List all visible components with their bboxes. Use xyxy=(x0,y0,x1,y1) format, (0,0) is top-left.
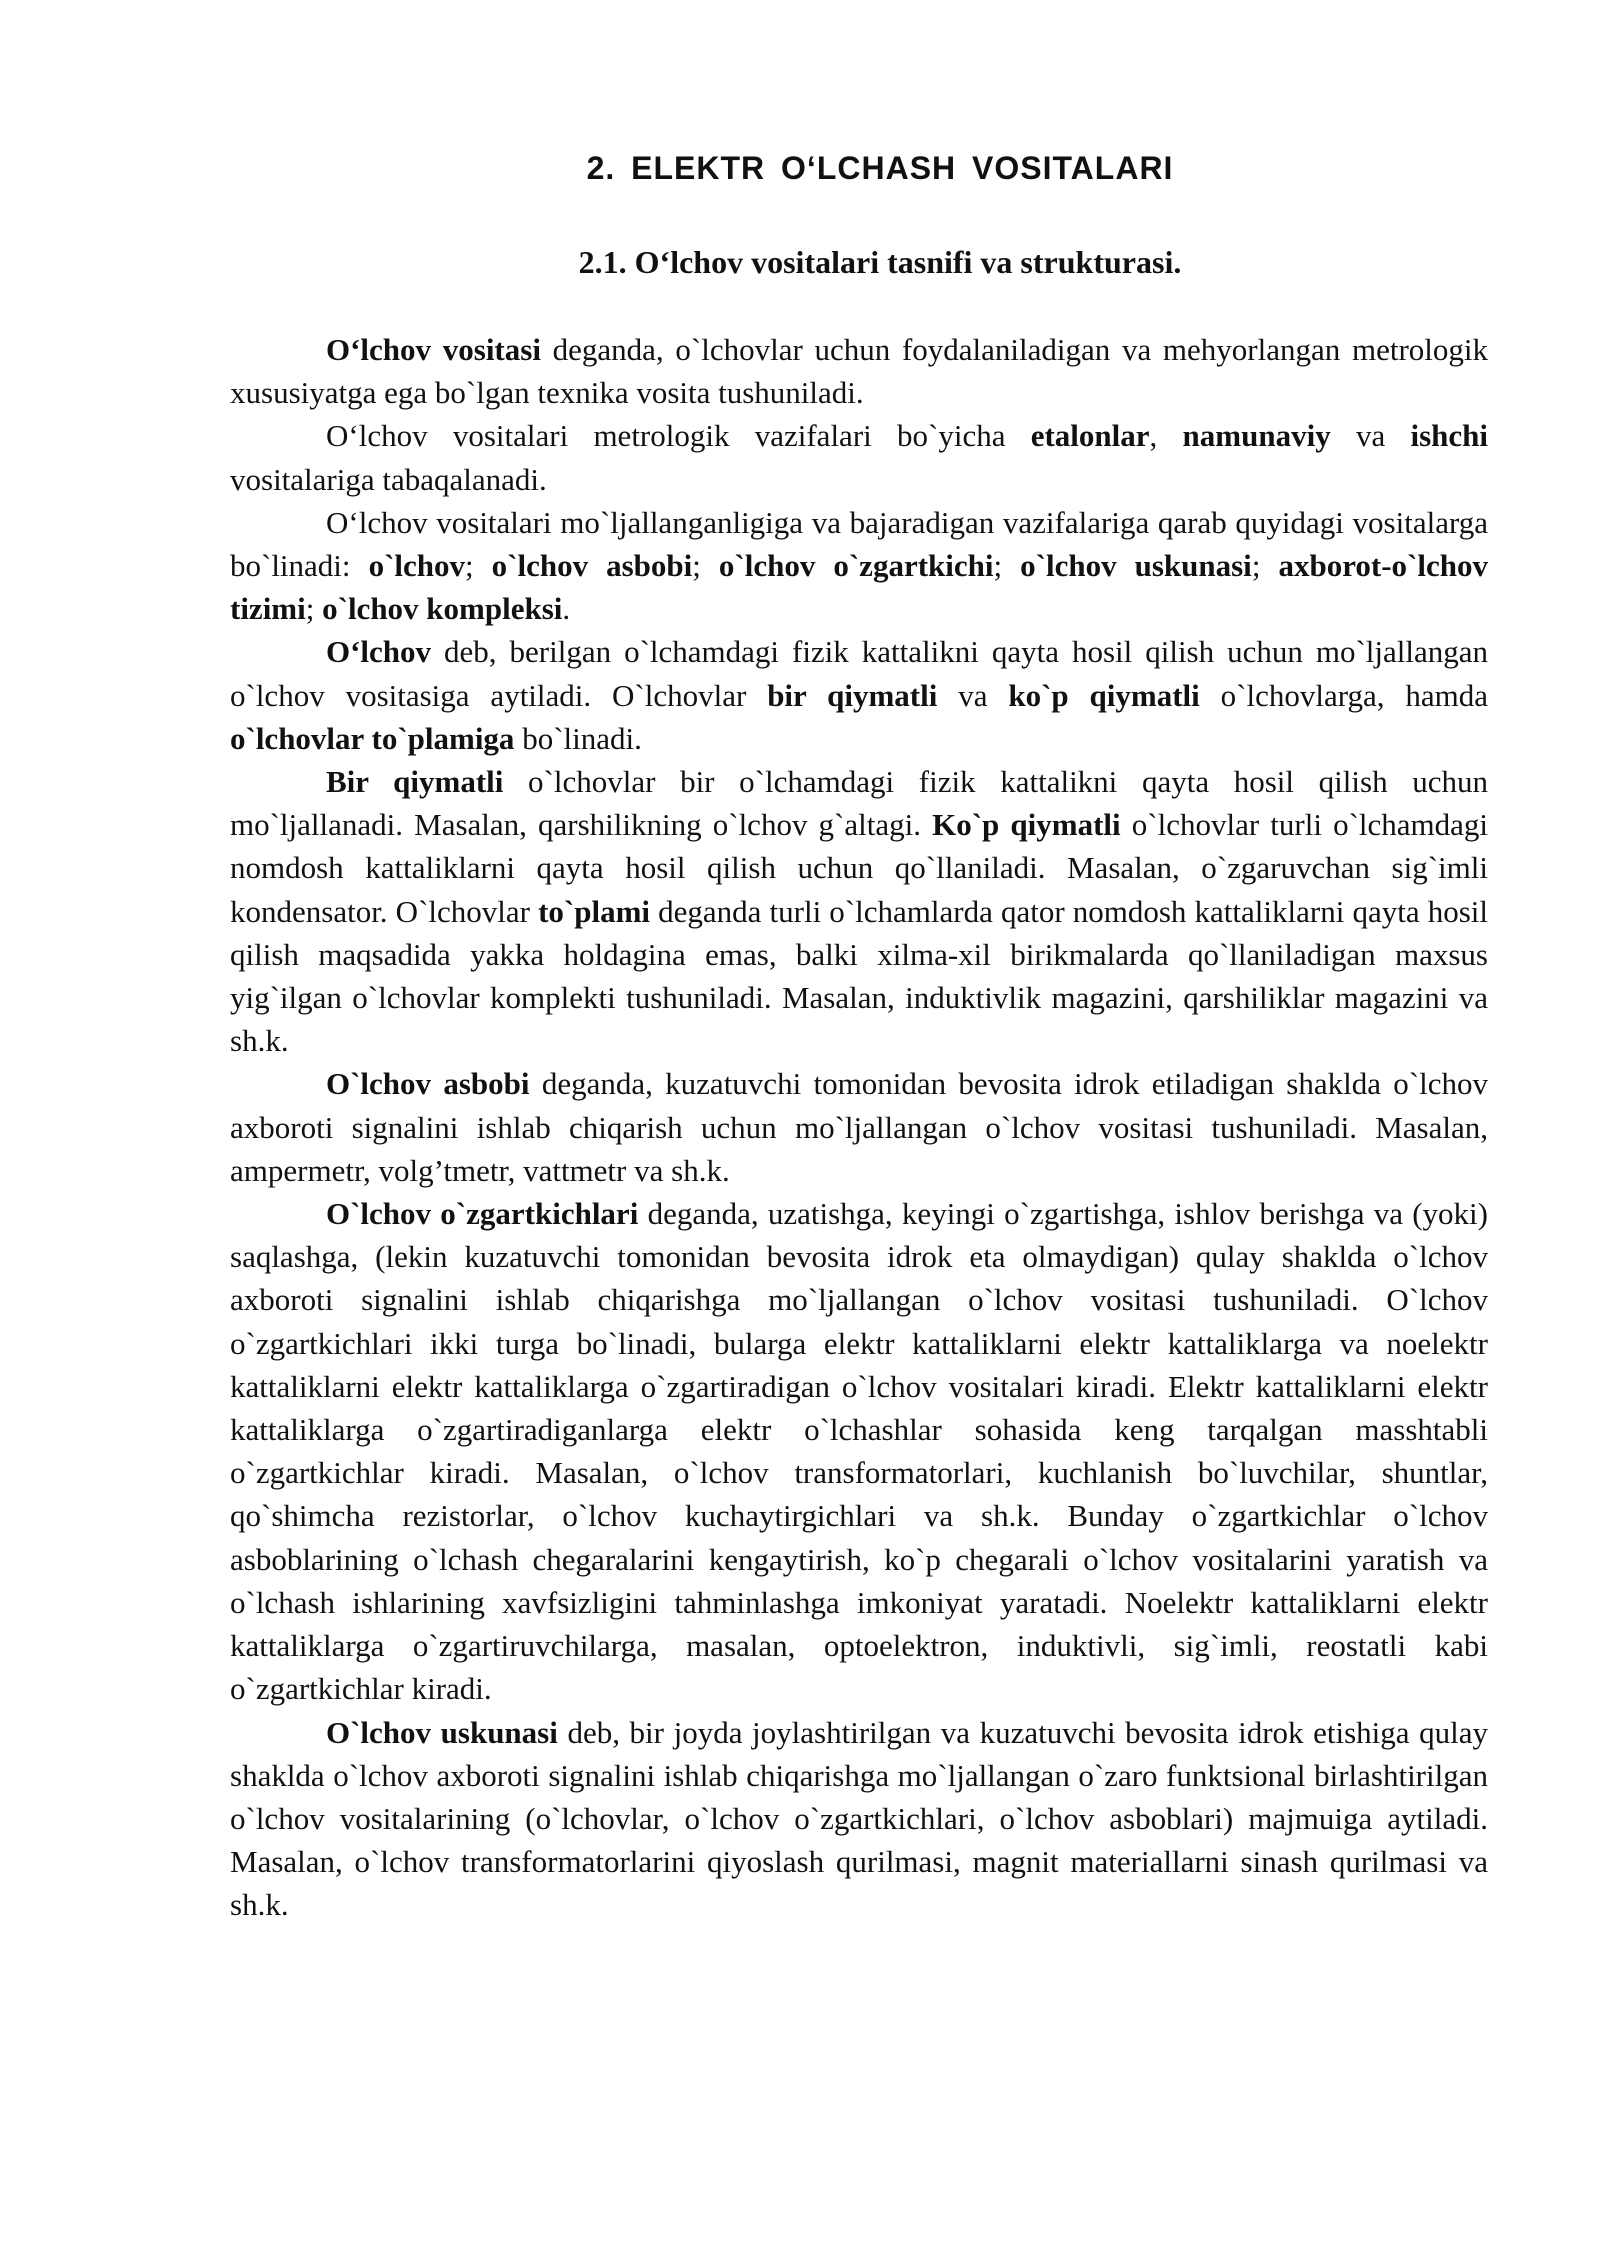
term-olchov-asbobi-definition: O`lchov asbobi xyxy=(326,1066,530,1102)
paragraph-metrologik-vazifalari xyxy=(230,414,1488,500)
paragraph-text: ; xyxy=(692,548,719,584)
term-axborot-olchov-tizimi: axborot-o`lchov tizimi xyxy=(230,548,1488,627)
paragraph-vositalar-turlari xyxy=(230,501,1488,631)
term-toplami: to`plami xyxy=(538,893,651,929)
paragraph-text: deganda turli o`lchamlarda qator nomdosh kattaliklarni qayta hosil qilish maqsadida yakka holdagina emas, balki xilma-xil birikmalarda qo`llaniladigan maxsus yig`ilgan o`lchovlar komplekti tushuniladi. Masalan, induktivlik magazini, qarshiliklar magazini va sh.k. xyxy=(230,893,1488,1059)
paragraph-text: deganda, kuzatuvchi tomonidan bevosita idrok etiladigan shakldа o`lchov axboroti signalini ishlab chiqarish uchun mo`ljallangan o`lchov vositasi tushuniladi. Masalan, ampermetr, volg’tmetr, vattmetr va sh.k. xyxy=(230,1066,1488,1188)
term-olchov-uskunasi-definition: O`lchov uskunasi xyxy=(326,1714,558,1750)
paragraph-text: ; xyxy=(465,548,492,584)
term-olchov-vositasi: O‘lchov vositasi xyxy=(326,332,541,367)
paragraph-bir-qiymatli xyxy=(230,760,1488,1062)
paragraph-text: va xyxy=(937,677,1009,713)
term-olchovlar-toplamiga: o`lchovlar to`plamiga xyxy=(230,720,515,756)
section-title: 2.1. O‘lchov vositalari tasnifi va strukturasi. xyxy=(578,244,1182,280)
chapter-title: 2. ELEKTR O‘LCHASH VOSITALARI xyxy=(586,150,1174,186)
paragraph-text: deganda, o`lchovlar uchun foydalaniladigan va mehyorlangan metrologik xususiyatga ega bo`lgan texnika vosita tushuniladi. xyxy=(230,332,1488,411)
term-olchov-ozgartkichlari: O`lchov o`zgartkichlari xyxy=(326,1196,639,1232)
paragraph-text: o`lchovlar turli o`lchamdagi nomdosh kattaliklarni qayta hosil qilish uchun qo`llaniladi. Masalan, o`zgaruvchan sig`imli kondensator. O`lchovlar xyxy=(230,807,1489,929)
body-text xyxy=(230,328,1488,1927)
term-olchov-definition: O‘lchov xyxy=(326,634,432,670)
paragraph-olchov-deb xyxy=(230,630,1488,760)
paragraph-olchov-uskunasi xyxy=(230,1711,1488,1927)
paragraph-text: O‘lchov vositalari mo`ljallanganligiga va bajaradigan vazifalariga qarab quyidagi vositalarga bo`linadi: xyxy=(230,504,1488,584)
paragraph-olchov-ozgartkichlari xyxy=(230,1192,1488,1710)
paragraph-text: ; xyxy=(993,548,1021,584)
term-bir-qiymatli: bir qiymatli xyxy=(767,677,938,713)
paragraph-text: deb, berilgan o`lchamdagi fizik kattalikni qayta hosil qilish uchun mo`ljallangan o`lchov vositasiga aytiladi. O`lchovlar xyxy=(230,634,1488,713)
paragraph-text: o`lchovlar bir o`lchamdagi fizik kattalikni qayta hosil qilish uchun mo`ljallanadi. Masalan, qarshilikning o`lchov g`altagi. xyxy=(230,764,1488,843)
paragraph-text: ; xyxy=(1251,548,1279,584)
term-olchov-kompleksi: o`lchov kompleksi xyxy=(322,591,563,627)
term-olchov-ozgartkichi: o`lchov o`zgartkichi xyxy=(718,548,994,584)
term-olchov-uskunasi: o`lchov uskunasi xyxy=(1020,548,1252,584)
paragraph-text: va xyxy=(1330,418,1411,454)
paragraph-text: deb, bir joyda joylashtirilgan va kuzatuvchi bevosita idrok etishiga qulay shaklda o`lchov axboroti signalini ishlab chiqarishga mo`ljallangan o`zaro funktsional birlashtirilgan o`lchov vositalarining (o`lchovlar, o`lchov o`zgartkichlari, o`lchov asboblari) majmuiga aytiladi. Masalan, o`lchov transformatorlarini qiyoslash qurilmasi, magnit materiallarni sinash qurilmasi va sh.k. xyxy=(230,1714,1488,1923)
term-namunaviy: namunaviy xyxy=(1182,418,1331,454)
paragraph-text: deganda, uzatishga, keyingi o`zgartishga, ishlov berishga va (yoki) saqlashga, (lekin kuzatuvchi tomonidan bevosita idrok eta olmaydigan) qulay shaklda o`lchov axboroti signalini ishlab chiqarishga mo`ljallangan o`lchov vositasi tushuniladi. O`lchov o`zgartkichlari ikki turga bo`linadi, bularga elektr kattaliklarni elektr kattaliklarga va noelektr kattaliklarni elektr kattaliklarga o`zgartiradigan o`lchov vositalari kiradi. Elektr kattaliklarni elektr kattaliklarga o`zgartiradiganlarga elektr o`lchashlar sohasida keng tarqalgan masshtabli o`zgartkichlar kiradi. Masalan, o`lchov transformatorlari, kuchlanish bo`luvchilar, shuntlar, qo`shimcha rezistorlar, o`lchov kuchaytirgichlari va sh.k. Bunday o`zgartkichlar o`lchov asboblarining o`lchash chegaralarini kengaytirish, ko`p chegarali o`lchov vositalarini yaratish va o`lchash ishlarining xavfsizligini tahminlashga imkoniyat yaratadi. Noelektr kattaliklarni elektr kattaliklarga o`zgartiruvchilarga, masalan, optoelektron, induktivli, sig`imli, reostatli kabi o`zgartkichlar kiradi. xyxy=(230,1196,1488,1707)
term-kop-qiymatli-definition: Ko`p qiymatli xyxy=(932,807,1121,843)
paragraph-text: . xyxy=(562,591,571,627)
term-olchov-asbobi: o`lchov asbobi xyxy=(491,548,693,584)
paragraph-text: ; xyxy=(305,591,323,627)
paragraph-text: , xyxy=(1149,418,1183,454)
paragraph-text: O‘lchov vositalari metrologik vazifalari bo`yicha xyxy=(326,418,1031,454)
term-olchov: o`lchov xyxy=(368,548,465,584)
term-ishchi: ishchi xyxy=(1410,418,1489,454)
paragraph-olchov-vositasi xyxy=(230,328,1488,414)
term-etalonlar: etalonlar xyxy=(1030,418,1150,454)
paragraph-text: vositalariga tabaqalanadi. xyxy=(230,461,547,497)
paragraph-text: bo`linadi. xyxy=(514,720,642,756)
term-kop-qiymatli: ko`p qiymatli xyxy=(1008,677,1200,713)
paragraph-olchov-asbobi xyxy=(230,1062,1488,1192)
paragraph-text: o`lchovlarga, hamda xyxy=(1199,677,1488,713)
term-bir-qiymatli-definition: Bir qiymatli xyxy=(326,764,504,800)
